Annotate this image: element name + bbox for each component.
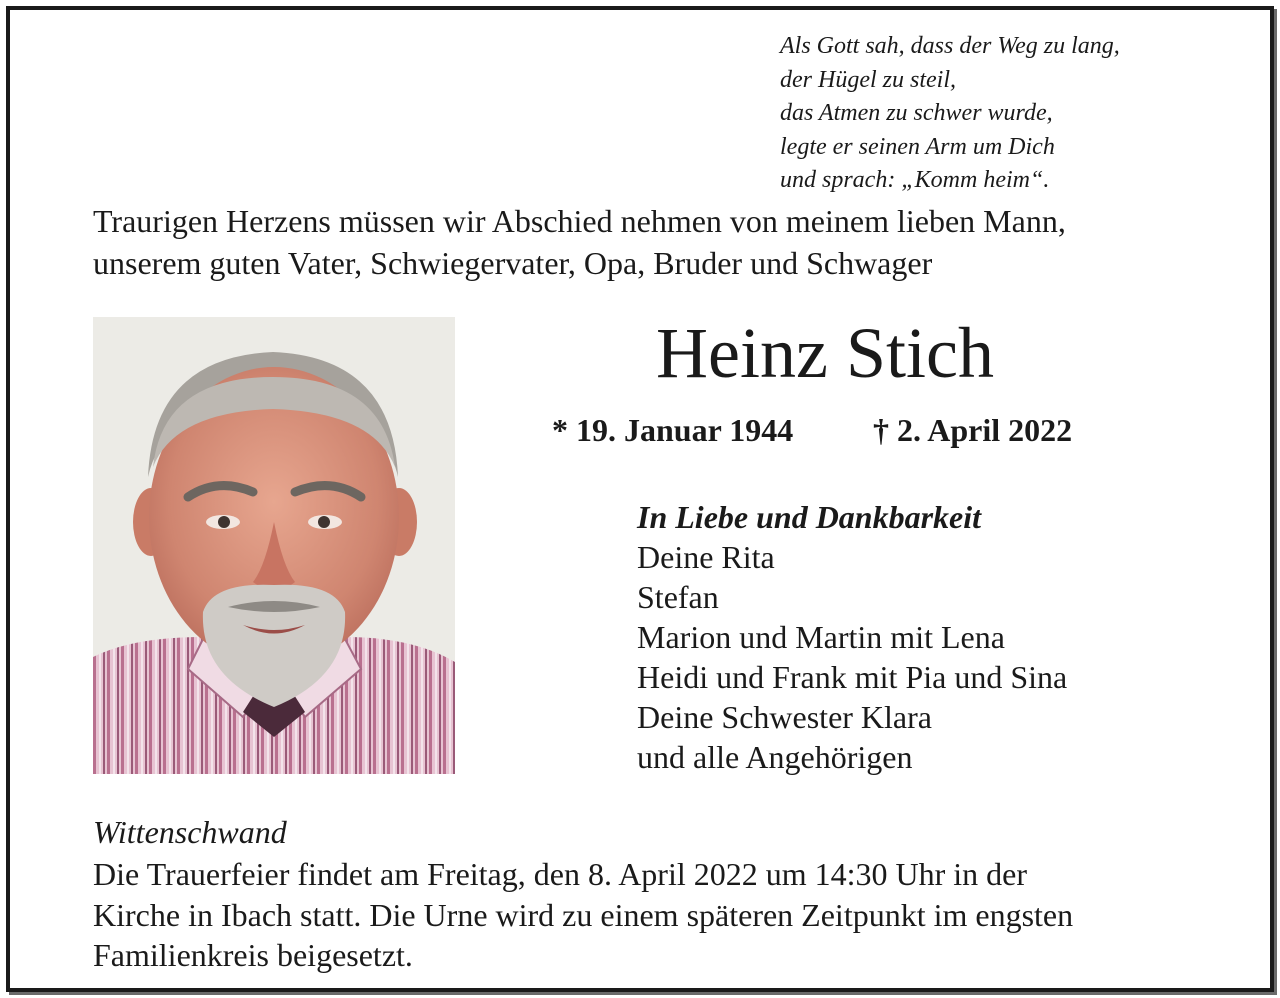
mourner-name: Deine Schwester Klara	[637, 699, 932, 735]
portrait-photo	[93, 317, 455, 774]
mourner-name: Deine Rita	[637, 539, 775, 575]
poem-line: der Hügel zu steil,	[780, 66, 956, 93]
dedication: In Liebe und Dankbarkeit	[637, 499, 982, 535]
mourner-name: Heidi und Frank mit Pia und Sina	[637, 659, 1068, 695]
poem-line: das Atmen zu schwer wurde,	[780, 100, 1053, 126]
mourners-list	[637, 497, 1067, 777]
birth-date: * 19. Januar 1944	[552, 412, 794, 448]
poem-line: legte er seinen Arm um Dich	[780, 133, 1055, 160]
place-name: Wittenschwand	[93, 814, 287, 850]
deceased-name: Heinz Stich	[656, 313, 994, 393]
intro-text	[93, 200, 1066, 284]
service-line: Kirche in Ibach statt. Die Urne wird zu einem späteren Zeitpunkt im engsten	[93, 896, 1074, 933]
intro-line: unserem guten Vater, Schwiegervater, Opa, Bruder und Schwager	[93, 245, 933, 281]
service-line: Die Trauerfeier findet am Freitag, den 8. April 2022 um 14:30 Uhr in der	[93, 856, 1028, 892]
service-notice	[93, 854, 1213, 976]
intro-line: Traurigen Herzens müssen wir Abschied nehmen von meinem lieben Mann,	[93, 203, 1066, 239]
poem	[780, 30, 1120, 198]
mourner-name: Stefan	[637, 579, 719, 615]
service-line: Familienkreis beigesetzt.	[93, 937, 413, 973]
poem-line: Als Gott sah, dass der Weg zu lang,	[780, 33, 1120, 59]
mourner-name: Marion und Martin mit Lena	[637, 619, 1005, 655]
poem-line: und sprach: „Komm heim“.	[780, 167, 1050, 193]
death-date: † 2. April 2022	[873, 412, 1073, 448]
mourner-name: und alle Angehörigen	[637, 739, 913, 775]
portrait-illustration	[93, 317, 455, 774]
